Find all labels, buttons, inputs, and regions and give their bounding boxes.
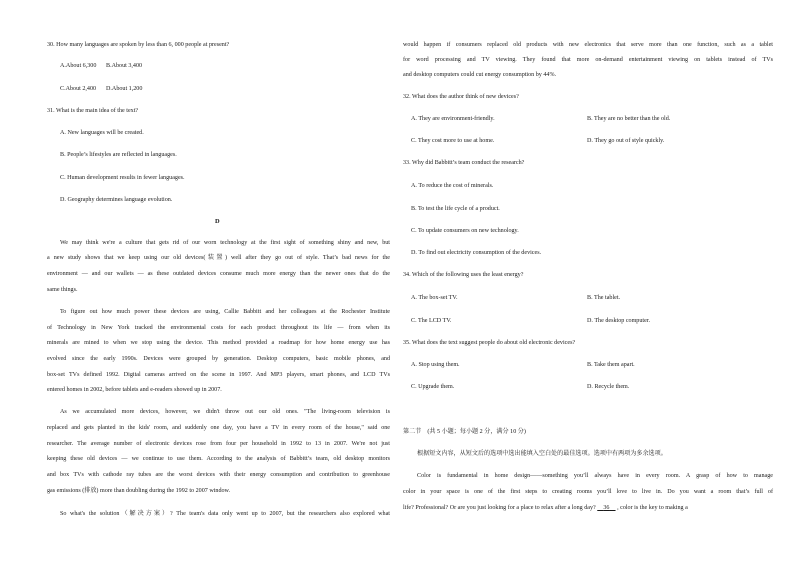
section-2-passage-line-1: Color is fundamental in home design——something you’ll always have in every room. A grasp of how to manage bbox=[417, 473, 773, 479]
q34-option-a: A. The box-set TV. bbox=[411, 295, 458, 301]
passage-d-p2-line-4: evolved since the early 1990s. Devices were grouped by generation. Desktop computers, basic mobile phones, and bbox=[47, 356, 390, 362]
passage-line-3-start: life? Professional? Or are you just looking for a place to relax after a long day? bbox=[403, 505, 598, 511]
passage-d-p2-line-5: box-set TVs defined 1992. Digital cameras arrived on the scene in 1997. And MP3 players, smart phones, and LCD TVs bbox=[47, 372, 390, 378]
q34-stem: 34. Which of the following uses the least energy? bbox=[403, 272, 524, 278]
passage-d-p3-line-5: and box TVs with cathode ray tubes are the worst devices with their energy consumption and contribution to greenhouse bbox=[47, 472, 390, 478]
q31-option-a: A. New languages will be created. bbox=[60, 130, 144, 136]
q32-option-c: C. They cost more to use at home. bbox=[411, 138, 495, 144]
passage-d-p1-line-3: environment — and our wallets — as these outdated devices consume much more energy than the newer ones that do the bbox=[47, 271, 390, 277]
blank-36 bbox=[597, 505, 615, 511]
passage-d-p3-line-2: replaced and gets planted in the kids' room, and suddenly one day, you have a TV in every room of the house," said one bbox=[47, 425, 390, 431]
q33-option-a: A. To reduce the cost of minerals. bbox=[411, 183, 494, 189]
passage-line-3-end: , color is the key to making a bbox=[615, 505, 688, 511]
q35-option-d: D. Recycle them. bbox=[587, 384, 630, 390]
q35-stem: 35. What does the text suggest people do about old electronic devices? bbox=[403, 340, 576, 346]
q33-stem: 33. Why did Babbitt’s team conduct the research? bbox=[403, 160, 525, 166]
q35-option-a: A. Stop using them. bbox=[411, 362, 460, 368]
q34-option-b: B. The tablet. bbox=[587, 295, 621, 301]
passage-d-p1-line-1: We may think we're a culture that gets rid of our worn technology at the first sight of something shiny and new, but bbox=[60, 240, 390, 246]
q31-option-d: D. Geography determines language evolution. bbox=[60, 197, 173, 203]
q35-option-c: C. Upgrade them. bbox=[411, 384, 455, 390]
q33-option-c: C. To update consumers on new technology. bbox=[411, 228, 519, 234]
passage-d-p3-line-1: As we accumulated more devices, however, we didn't throw out our old ones. "The living-room television is bbox=[60, 409, 390, 415]
blank-36-number: 36 bbox=[603, 505, 610, 511]
q33-option-b: B. To test the life cycle of a product. bbox=[411, 206, 500, 212]
section-2-heading: 第二节 (共 5 小题；每小题 2 分，满分 10 分) bbox=[403, 429, 526, 435]
q32-option-d: D. They go out of style quickly. bbox=[587, 138, 665, 144]
q34-option-d: D. The desktop computer. bbox=[587, 318, 651, 324]
q32-stem: 32. What does the author think of new devices? bbox=[403, 94, 519, 100]
q30-option-b: B.About 3,400 bbox=[106, 63, 143, 69]
passage-d-cont-line-1: would happen if consumers replaced old products with new electronics that serve more than one function, such as a tablet bbox=[403, 42, 773, 48]
q30-stem: 30. How many languages are spoken by less than 6, 000 people at present? bbox=[47, 42, 230, 48]
passage-d-p3-line-6: gas emissions (排放) more than doubling during the 1992 to 2007 window. bbox=[47, 488, 231, 494]
q35-option-b: B. Take them apart. bbox=[587, 362, 635, 368]
passage-d-cont-line-2: for word processing and TV viewing. They found that more on-demand entertainment viewing on tablets instead of TVs bbox=[403, 57, 773, 63]
passage-d-p3-line-3: researcher. The average number of electronic devices rose from four per household in 1992 to 13 in 2007. We're not just bbox=[47, 441, 390, 447]
passage-d-p1-line-2: a new study shows that we keep using our old devices(装置) well after they go out of style. That’s bad news for the bbox=[47, 255, 390, 261]
q32-option-a: A. They are environment-friendly. bbox=[411, 116, 495, 122]
q30-option-d: D.About 1,200 bbox=[106, 86, 143, 92]
passage-d-p3-line-4: keeping these old devices — we continue to use them. According to the analysis of Babbitt’s team, old desktop monitors bbox=[47, 456, 390, 462]
q30-option-a: A.About 6,300 bbox=[60, 63, 97, 69]
passage-d-p2-line-6: entered homes in 2002, before tablets and e-readers showed up in 2007. bbox=[47, 387, 222, 393]
q32-option-b: B. They are no better than the old. bbox=[587, 116, 671, 122]
q30-option-c: C.About 2,400 bbox=[60, 86, 97, 92]
q31-option-c: C. Human development results in fewer languages. bbox=[60, 175, 185, 181]
passage-d-cont-line-3: and desktop computers could cut energy consumption by 44%. bbox=[403, 72, 557, 78]
passage-d-p2-line-3: minerals are mined to when we stop using the device. This method provided a roadmap for how home energy use has bbox=[47, 340, 390, 346]
q34-option-c: C. The LCD TV. bbox=[411, 318, 452, 324]
q33-option-d: D. To find out electricity consumption of the devices. bbox=[411, 250, 542, 256]
passage-d-p2-line-2: of Technology in New York tracked the environmental costs for each product throughout its life — from when its bbox=[47, 325, 390, 331]
passage-d-title: D bbox=[215, 218, 220, 225]
passage-d-p1-line-4: same things. bbox=[47, 287, 78, 293]
section-2-instruction: 根据短文内容，从短文后的选项中选出能填入空白处的最佳选项。选项中有两项为多余选项。 bbox=[417, 451, 667, 457]
q31-stem: 31. What is the main idea of the text? bbox=[47, 108, 139, 114]
passage-d-p4-line-1: So what's the solution（解决方案）? The team's data only went up to 2007, but the researchers also explored what bbox=[60, 511, 390, 517]
section-2-passage-line-2: color in your space is one of the first steps to creating rooms you’ll love to live in. Do you want a room that’s full of bbox=[403, 489, 773, 495]
section-2-passage-line-3 bbox=[403, 505, 688, 512]
q31-option-b: B. People’s lifestyles are reflected in languages. bbox=[60, 152, 177, 158]
passage-d-p2-line-1: To figure out how much power these devices are using, Callie Babbitt and her colleagues at the Rochester Institute bbox=[60, 309, 390, 315]
